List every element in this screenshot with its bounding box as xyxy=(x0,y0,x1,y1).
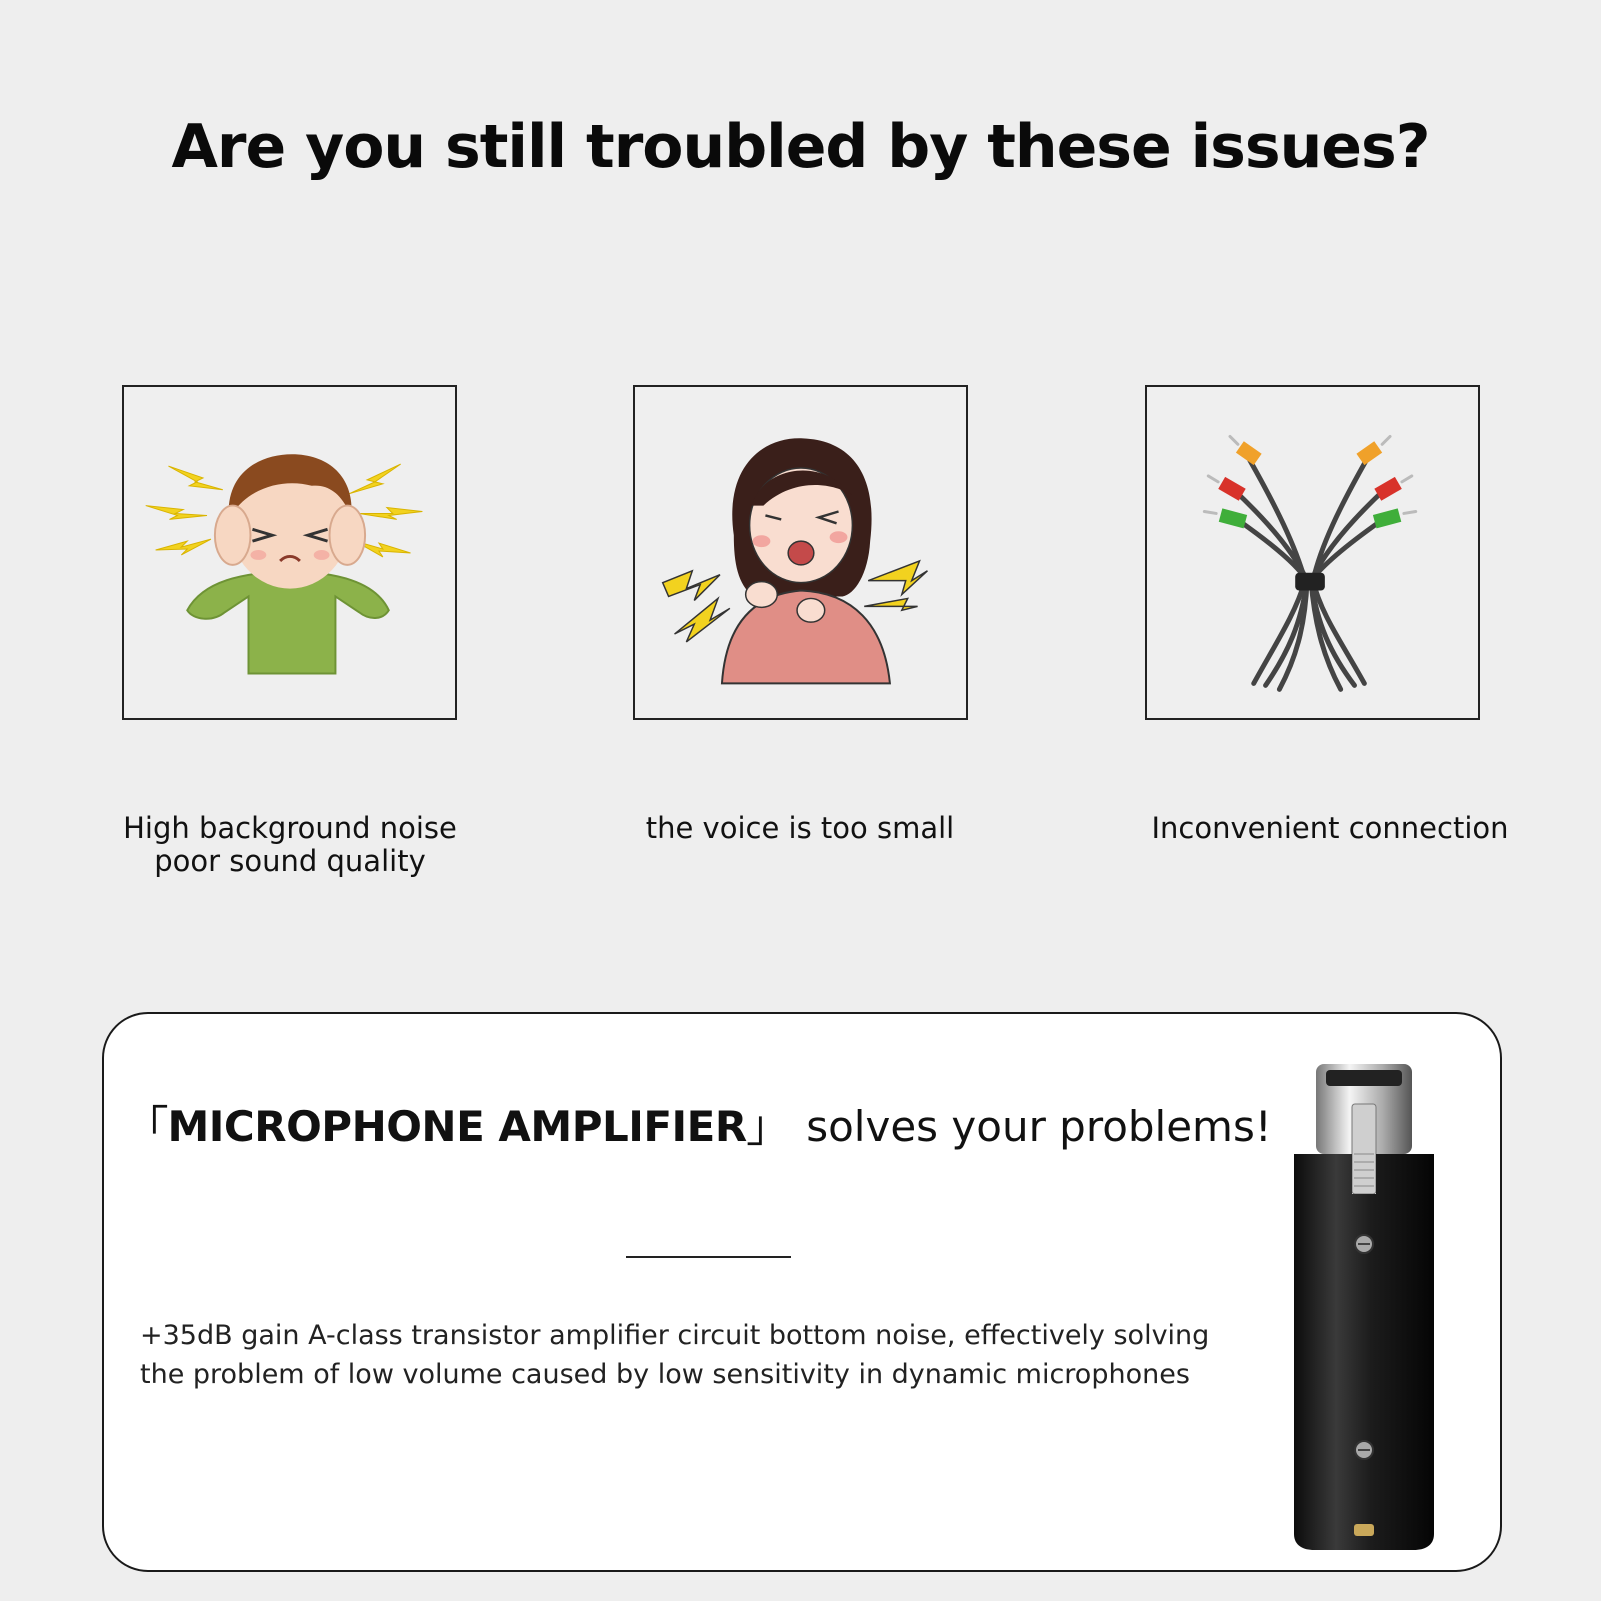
issue-caption-voice xyxy=(600,812,1000,845)
issue-caption-connection xyxy=(1120,812,1540,845)
issue-card-connection xyxy=(1145,385,1480,720)
woman-shouting-icon xyxy=(635,387,966,718)
description-line: +35dB gain A-class transistor amplifier circuit bottom noise, effectively solving xyxy=(140,1320,1210,1351)
divider xyxy=(626,1256,791,1258)
solution-title xyxy=(126,1094,1272,1154)
tangled-rca-cables-icon xyxy=(1147,387,1478,718)
issue-card-noise xyxy=(122,385,457,720)
caption-line: the voice is too small xyxy=(645,811,955,845)
solution-description xyxy=(140,1316,1260,1394)
issue-card-voice xyxy=(633,385,968,720)
solution-tagline: solves your problems! xyxy=(806,1102,1272,1151)
description-line: the problem of low volume caused by low sensitivity in dynamic microphones xyxy=(140,1359,1190,1390)
xlr-inline-amplifier-photo xyxy=(1274,1064,1454,1554)
caption-line: Inconvenient connection xyxy=(1151,811,1509,845)
product-name: 「MICROPHONE AMPLIFIER」 xyxy=(126,1102,789,1151)
caption-line: poor sound quality xyxy=(154,844,426,878)
issue-caption-noise xyxy=(100,812,480,878)
caption-line: High background noise xyxy=(123,811,457,845)
headline: Are you still troubled by these issues? xyxy=(171,112,1430,182)
solution-panel xyxy=(102,1012,1502,1572)
child-covering-ears-icon xyxy=(124,387,455,718)
